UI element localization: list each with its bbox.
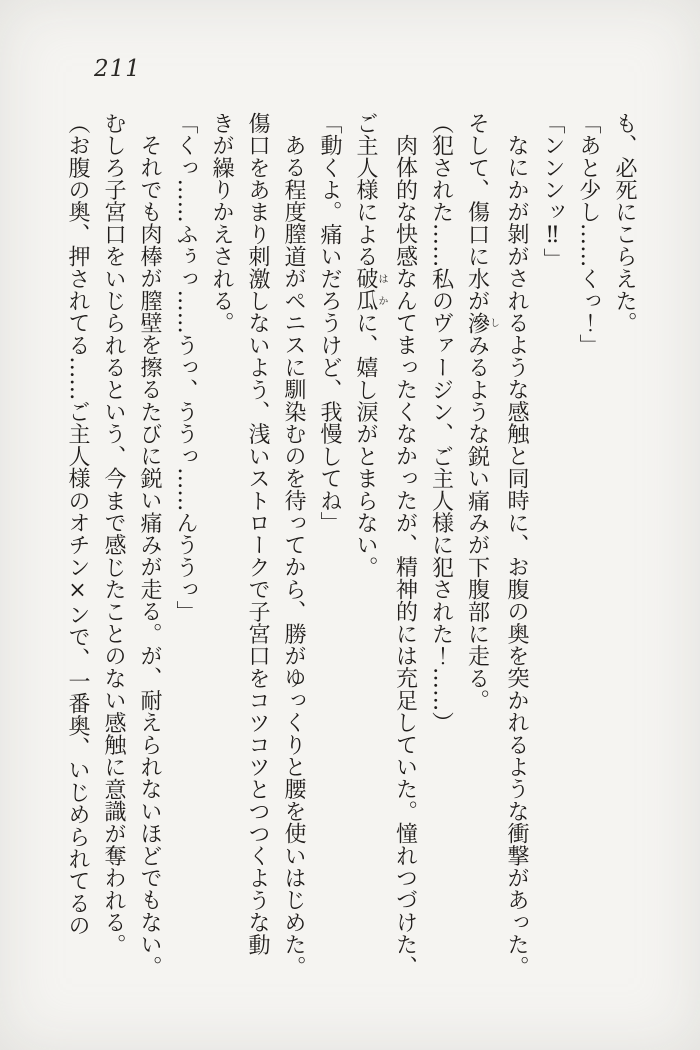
- text-line: も、必死にこらえた。: [612, 112, 637, 334]
- text-line: きが繰りかえされる。: [209, 112, 234, 334]
- text-line: なにかが剝がされるような感触と同時に、お腹の奥を突かれるような衝撃があった。: [504, 134, 529, 978]
- text-line: それでも肉棒が膣壁を擦るたびに鋭い痛みが走る。が、耐えられないほどでもない。: [137, 134, 162, 978]
- text-line: 「あと少し……くっ！」: [576, 112, 601, 357]
- text-line: 「動くよ。痛いだろうけど、我慢してね」: [317, 112, 342, 534]
- text-line: （お腹の奥、押されてる……ご主人様のオチン×ンで、一番奥、いじめられてるの: [65, 112, 90, 937]
- text-line: むしろ子宮口をいじられるという、今まで感じたことのない感触に意識が奪われる。: [101, 112, 126, 956]
- text-block: [59, 112, 642, 1002]
- text-line: （犯された……私のヴァージン、ご主人様に犯された！……）: [428, 112, 454, 734]
- text-line: 「くっ……ふぅっ……うっ、ううっ……んううっ」: [173, 112, 198, 623]
- text-line: 傷口をあまり刺激しないよう、浅いストロークで子宮口をコツコツとつつくような動: [245, 112, 270, 956]
- text-line: 肉体的な快感なんてまったくなかったが、精神的には充足していた。憧れつづけた、: [392, 134, 418, 978]
- page-number: 211: [94, 56, 141, 82]
- text-line: ある程度膣道がペニスに馴染むのを待ってから、勝がゆっくりと腰を使いはじめた。: [281, 134, 306, 978]
- ruby-annotated-word: 滲し: [464, 311, 499, 335]
- ruby-annotated-word: 破瓜はか: [353, 267, 387, 312]
- text-line: ご主人様による破瓜はかに、嬉し涙がとまらない。: [353, 112, 387, 579]
- text-line: そして、傷口に水が滲しみるような鋭い痛みが下腹部に走る。: [464, 112, 499, 712]
- text-line: 「ンンンッ‼」: [540, 112, 565, 271]
